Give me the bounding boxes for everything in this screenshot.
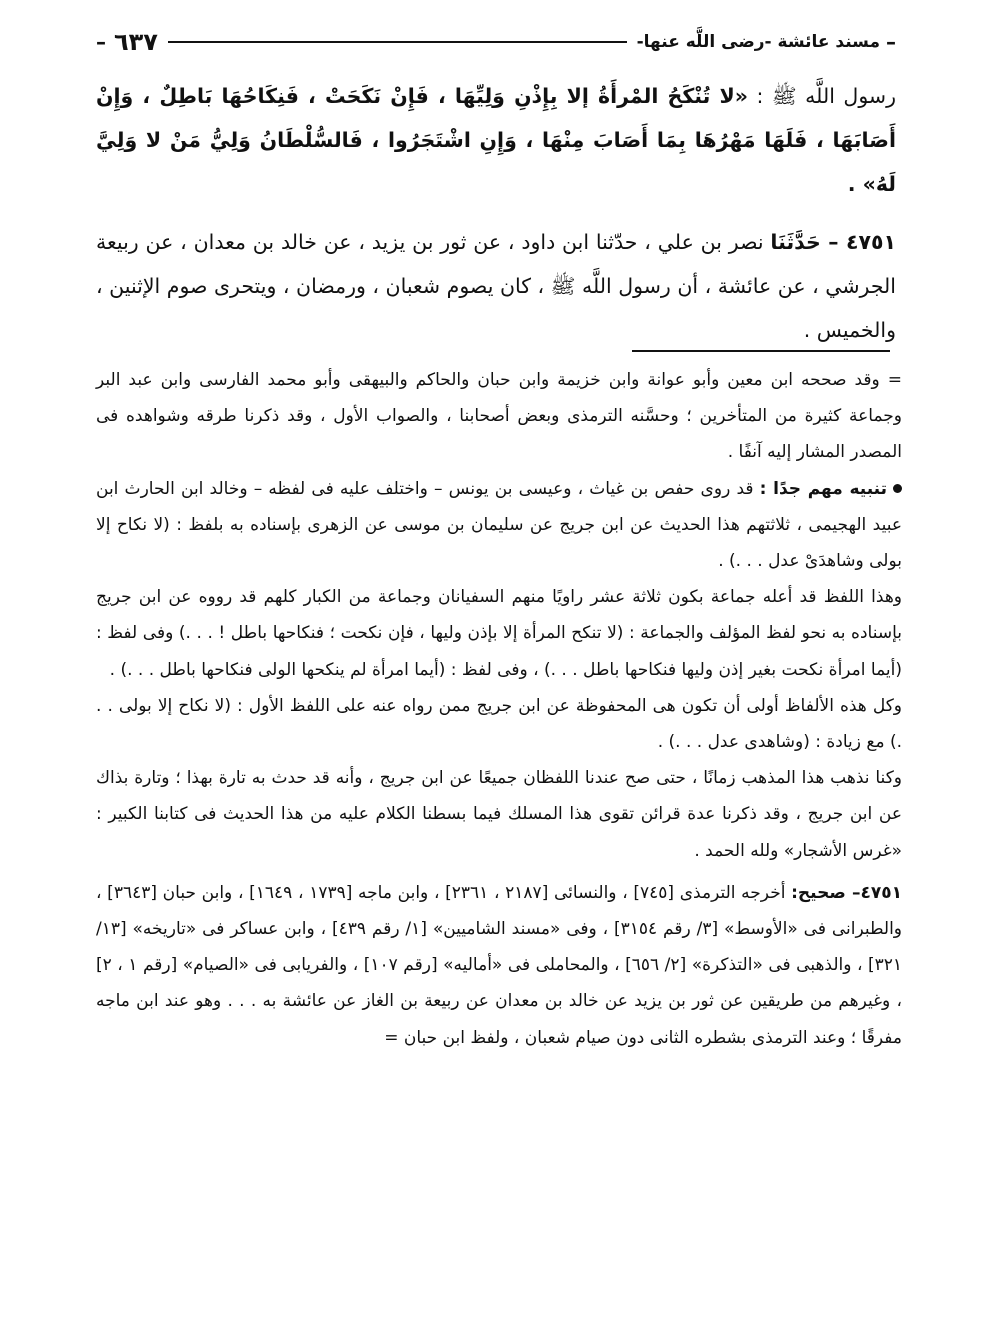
bullet-icon	[893, 484, 902, 493]
footnote-paragraph: = وقد صححه ابن معين وأبو عوانة وابن خزيمة وابن حبان والحاكم والبيهقى وأبو محمد الفارسى وابن عبد البر وجماعة كثيرة من المتأخرين ؛ وحسَّنه الترمذى وبعض أصحابنا ، والصواب الأول ، وقد ذكرنا طرقه وشواهده فى المصدر المشار إليه آنفًا .	[96, 370, 902, 463]
footnotes	[96, 362, 902, 1056]
footnote-text: أخرجه الترمذى [٧٤٥] ، والنسائى [٢١٨٧ ، ٢٣٦١] ، وابن ماجه [١٧٣٩ ، ١٦٤٩] ، وابن حبان [٣٦٤٣] ، والطبرانى فى «الأوسط» [٣/ رقم ٣١٥٤] ، وفى «مسند الشاميين» [١/ رقم ٤٣٩] ، وابن عساكر فى «تاريخه» [١٣/ ٣٢١] ، والذهبى فى «التذكرة» [٢/ ٦٥٦] ، والمحاملى فى «أماليه» [رقم ١٠٧] ، والفريابى فى «الصيام» [رقم ١ ، ٢] ، وغيرهم من طريقين عن ثور بن يزيد عن خالد بن معدان عن ربيعة بن الغاز عن عائشة به . . . وهو عند ابن ماجه مفرقًا ؛ وعند الترمذى بشطره الثانى دون صيام شعبان ، ولفظ ابن حبان =	[96, 882, 903, 1048]
hadith-isnad: نصر بن علي ، حدّثنا ابن داود ، عن ثور بن يزيد ، عن خالد بن معدان ، عن ربيعة الجرشي ، عن عائشة ، أن رسول اللَّه ﷺ ، كان يصوم شعبان ، ورمضان ، ويتحرى صوم الإثنين ، والخميس .	[96, 230, 896, 342]
footnote-number: ٤٧٥١–	[852, 882, 903, 903]
footnote-paragraph	[96, 471, 902, 580]
hadith-quote: «لا تُنْكَحُ المْرأَةُ إلا بِإِذْنِ وَلِيِّهَا ، فَإِنْ نَكَحَتْ ، فَنِكَاحُهَا بَاطِلٌ ، وَإِنْ أَصَابَهَا ، فَلَهَا مَهْرُهَا بِمَا أَصَابَ مِنْهَا ، وَإِنِ اشْتَجَرُوا ، فَالسُّلْطَانُ وَلِيُّ مَنْ لا وَلِيَّ لَهُ» .	[96, 84, 896, 196]
hadith-paragraph	[96, 220, 896, 352]
page-header	[96, 22, 896, 62]
header-dash: –	[886, 30, 896, 54]
running-title: مسند عائشة -رضى اللَّه عنها-	[636, 32, 880, 52]
footnote-text: قد روى حفص بن غياث ، وعيسى بن يونس – واختلف عليه فى لفظه – وخالد ابن الحارث ابن عبيد الهجيمى ، ثلاثتهم هذا الحديث عن ابن جريج عن سليمان بن موسى عن الزهرى بإسناده به بلفظ : (لا نكاح إلا بولى وشاهدَىْ عدل . . .) .	[96, 478, 902, 572]
header-dash: –	[96, 30, 106, 54]
page-number: ٦٣٧	[114, 28, 158, 56]
hadith-haddathana: – حَدَّثَنَا	[770, 230, 846, 254]
footnote-separator	[632, 350, 890, 352]
footnote-label: صحيح:	[791, 882, 852, 903]
footnote-paragraph	[96, 875, 902, 1056]
main-text	[96, 74, 896, 352]
hadith-paragraph	[96, 74, 896, 206]
footnote-label: تنبيه مهم جدًا :	[759, 478, 887, 499]
footnote-paragraph: وكل هذه الألفاظ أولى أن تكون هى المحفوظة عن ابن جريج ممن رواه عنه على اللفظ الأول : (لا نكاح إلا بولى . . .) مع زيادة : (وشاهدى عدل . . .) .	[96, 695, 902, 753]
hadith-intro: رسول اللَّه ﷺ :	[747, 84, 896, 108]
footnote-paragraph: وهذا اللفظ قد أعله جماعة بكون ثلاثة عشر راويًا منهم السفيانان وجماعة من الكبار كلهم قد رووه عن ابن جريج بإسناده به نحو لفظ المؤلف والجماعة : (لا تنكح المرأة إلا بإذن وليها ، فإن نكحت ؛ فنكاحها باطل ! . . .) وفى لفظ : (أيما امرأة نكحت بغير إذن وليها فنكاحها باطل . . .) ، وفى لفظ : (أيما امرأة لم ينكحها الولى فنكاحها باطل . . .) .	[96, 587, 902, 680]
header-rule	[168, 41, 627, 43]
hadith-number: ٤٧٥١	[845, 230, 896, 254]
footnote-paragraph: وكنا نذهب هذا المذهب زمانًا ، حتى صح عندنا اللفظان جميعًا عن ابن جريج ، وأنه قد حدث به تارة بهذا ؛ وتارة بذاك عن ابن جريج ، وقد ذكرنا عدة قرائن تقوى هذا المسلك فيما بسطنا الكلام عليه من هذا الحديث فى كتابنا الكبير : «غرس الأشجار» ولله الحمد .	[96, 768, 902, 861]
